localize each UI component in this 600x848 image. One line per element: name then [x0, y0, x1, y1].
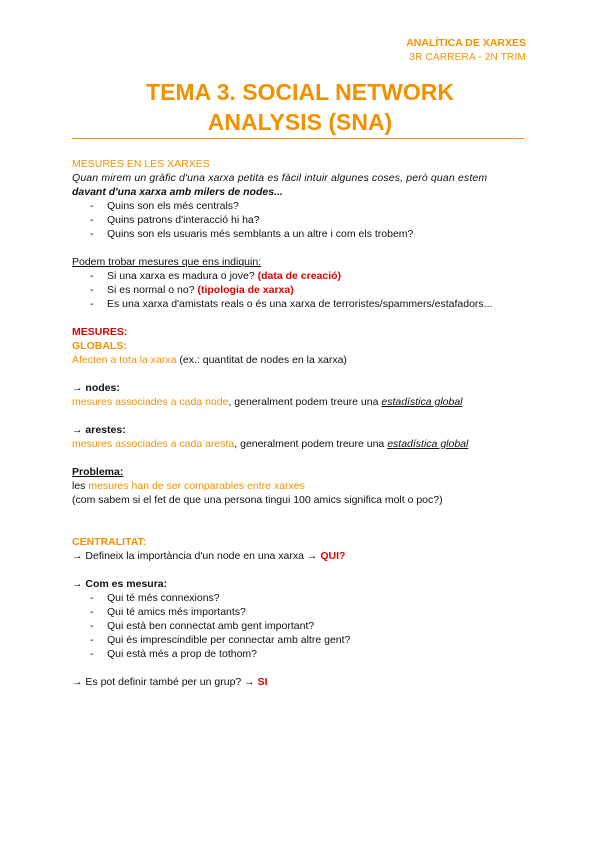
problem-heading: Problema:	[72, 466, 124, 478]
edges-heading: → arestes:	[72, 424, 126, 436]
title-line-1: TEMA 3. SOCIAL NETWORK	[146, 79, 454, 105]
list-item: - Qui està més a prop de tothom?	[72, 647, 528, 661]
item-highlight: (tipologia de xarxa)	[197, 284, 294, 296]
intro-line-2	[72, 185, 528, 199]
globals-description	[72, 353, 528, 367]
list-item: - Quins patrons d'interacció hi ha?	[72, 213, 528, 227]
centrality-heading: CENTRALITAT:	[72, 536, 147, 548]
list-item	[72, 297, 528, 311]
problem-line-2: (com sabem si el fet de que una persona tingui 100 amics significa molt o poc?)	[72, 494, 443, 506]
globals-rest: (ex.: quantitat de nodes en la xarxa)	[176, 354, 347, 366]
list-item: - Qui té més connexions?	[72, 591, 528, 605]
header-course: 3R CARRERA - 2N TRIM	[409, 52, 526, 63]
list-item: - Quins son els més centrals?	[72, 199, 528, 213]
centrality-questions-list	[72, 591, 528, 661]
problem-highlight: mesures han de ser comparables entre xarxes	[88, 480, 305, 492]
group-definition-text: → Es pot definir també per un grup? →	[72, 676, 258, 688]
section-heading-measures-in-networks: MESURES EN LES XARXES	[72, 158, 210, 170]
globals-heading: GLOBALS:	[72, 340, 127, 352]
edges-rest: , generalment podem treure una	[234, 438, 388, 450]
measures-heading: MESURES:	[72, 326, 128, 338]
list-item: - Qui està ben connectat amb gent important?	[72, 619, 528, 633]
list-item: - Qui és imprescindible per connectar amb altre gent?	[72, 633, 528, 647]
indicators-list	[72, 269, 528, 311]
document-header	[406, 36, 526, 65]
page-title	[72, 77, 528, 137]
intro-questions-list	[72, 199, 528, 241]
list-item: - Qui té amics més importants?	[72, 605, 528, 619]
nodes-highlight: mesures associades a cada node	[72, 396, 229, 408]
header-subject: ANALÍTICA DE XARXES	[406, 37, 526, 49]
item-text: Si es normal o no?	[107, 284, 198, 296]
group-definition	[72, 675, 528, 689]
globals-highlight: Afecten a tota la xarxa	[72, 354, 177, 366]
nodes-rest: , generalment podem treure una	[228, 396, 382, 408]
edges-description	[72, 437, 528, 451]
centrality-definition-highlight: QUI?	[320, 550, 346, 562]
item-text: Es una xarxa d'amistats reals o és una xarxa de terroristes/spammers/estafadors...	[107, 298, 493, 310]
title-line-2: ANALYSIS (SNA)	[207, 109, 393, 135]
section-heading-measures-indicate: Podem trobar mesures que ens indiquin:	[72, 256, 262, 268]
centrality-definition	[72, 549, 528, 563]
intro-paragraph	[72, 171, 528, 199]
centrality-definition-text: → Defineix la importància d'un node en una xarxa →	[72, 550, 321, 562]
item-text: Si una xarxa es madura o jove?	[107, 270, 258, 282]
edges-highlight: mesures associades a cada aresta	[72, 438, 235, 450]
group-definition-highlight: SI	[257, 676, 268, 688]
nodes-emphasis: estadística global	[381, 396, 463, 408]
item-highlight: (data de creació)	[257, 270, 342, 282]
list-item	[72, 269, 528, 283]
nodes-heading: → nodes:	[72, 382, 120, 394]
intro-ellipsis: ...	[274, 186, 283, 198]
problem-line-1	[72, 479, 528, 493]
document-body	[72, 157, 528, 689]
intro-line-1: Quan mirem un gràfic d'una xarxa petita es fàcil intuir algunes coses, però quan estem	[72, 172, 488, 184]
problem-prefix: les	[72, 480, 89, 492]
how-measured-heading: → Com es mesura:	[72, 578, 168, 590]
intro-bold-text: davant d'una xarxa amb milers de nodes	[72, 186, 275, 198]
title-divider	[72, 138, 524, 139]
list-item	[72, 283, 528, 297]
nodes-description	[72, 395, 528, 409]
edges-emphasis: estadística global	[387, 438, 469, 450]
list-item: - Quins son els usuaris més semblants a un altre i com els trobem?	[72, 227, 528, 241]
